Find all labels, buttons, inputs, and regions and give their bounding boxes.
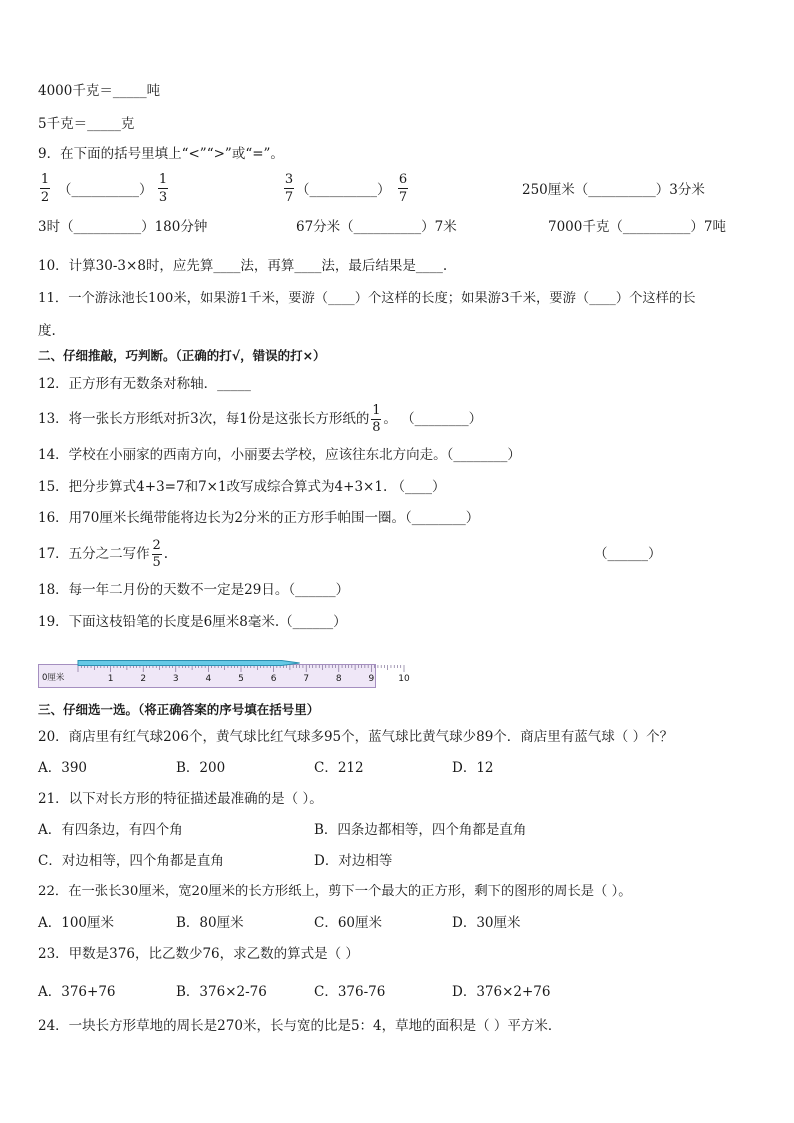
q13-blank[interactable]: 。 （________）	[383, 411, 483, 427]
question-15: 15．把分步算式4+3=7和7×1改写成综合算式为4+3×1. （____）	[38, 479, 446, 495]
q23-option-c[interactable]: C．376-76	[314, 984, 386, 1000]
question-11-cont: 度.	[38, 323, 56, 339]
numerator: 3	[284, 172, 294, 187]
denominator: 5	[152, 555, 161, 570]
q9-item-3h: 3时（__________）180分钟	[38, 219, 208, 235]
section-2-heading: 二、仔细推敲，巧判断。（正确的打√，错误的打×）	[38, 348, 326, 363]
numerator: 1	[158, 172, 168, 187]
ruler-with-pencil	[38, 660, 410, 688]
ruler-tick-label: 1	[107, 674, 114, 684]
ruler-tick-label: 7	[303, 674, 310, 684]
q22-option-b[interactable]: B．80厘米	[176, 915, 244, 931]
q17-blank[interactable]: （______）	[594, 546, 662, 562]
denominator: 8	[372, 420, 381, 435]
question-22: 22．在一张长30厘米，宽20厘米的长方形纸上，剪下一个最大的正方形，剩下的图形的周长是（ ）。	[38, 884, 632, 899]
question-11: 11．一个游泳池长100米，如果游1千米，要游（____）个这样的长度；如果游3千米，要游（____）个这样的长	[38, 291, 696, 306]
numerator: 1	[372, 403, 381, 418]
question-21: 21．以下对长方形的特征描述最准确的是（ ）。	[38, 791, 323, 807]
ruler-tick-label: 8	[335, 674, 342, 684]
numerator: 6	[398, 172, 408, 187]
ruler-tick-label: 10	[398, 674, 410, 684]
fraction-2-5	[152, 539, 162, 570]
fraction-6-7	[398, 172, 408, 205]
fraction-1-3	[158, 172, 168, 205]
question-10: 10．计算30-3×8时，应先算____法，再算____法，最后结果是____.	[38, 258, 448, 274]
q9-item-250cm: 250厘米（__________）3分米	[522, 182, 705, 198]
q22-option-c[interactable]: C．60厘米	[314, 915, 383, 931]
q22-option-a[interactable]: A．100厘米	[38, 915, 115, 931]
denominator: 3	[158, 190, 168, 205]
question-23: 23．甲数是376，比乙数少76，求乙数的算式是（ ）	[38, 946, 359, 962]
ruler-tick-label: 6	[270, 674, 277, 684]
fraction-3-7	[284, 172, 294, 205]
q20-option-d[interactable]: D．12	[452, 760, 494, 776]
question-19: 19．下面这枝铅笔的长度是6厘米8毫米.（______）	[38, 614, 347, 630]
denominator: 2	[40, 190, 50, 205]
q21-option-a[interactable]: A．有四条边，有四个角	[38, 822, 183, 838]
denominator: 7	[398, 190, 408, 205]
q23-option-a[interactable]: A．376+76	[38, 984, 116, 1000]
q17-period: .	[163, 546, 168, 562]
ruler-unit-label: 0厘米	[42, 673, 65, 683]
ruler-tick-label: 4	[205, 674, 212, 684]
denominator: 7	[284, 190, 294, 205]
question-14: 14．学校在小丽家的西南方向，小丽要去学校，应该往东北方向走。（________）	[38, 447, 521, 463]
fraction-1-8	[371, 404, 381, 435]
fraction-1-2	[40, 172, 50, 205]
question-13	[38, 402, 482, 436]
section-3-heading: 三、仔细选一选。（将正确答案的序号填在括号里）	[38, 702, 320, 717]
q9-item-7000kg: 7000千克（__________）7吨	[548, 219, 726, 235]
question-12: 12．正方形有无数条对称轴．_____	[38, 376, 251, 392]
line-4000kg: 4000千克＝_____吨	[38, 83, 161, 99]
q17-text: 17．五分之二写作	[38, 546, 150, 562]
question-18: 18．每一年二月份的天数不一定是29日。（______）	[38, 582, 350, 598]
q13-text: 13．将一张长方形纸对折3次，每1份是这张长方形纸的	[38, 411, 370, 427]
q23-option-d[interactable]: D．376×2+76	[452, 984, 551, 1000]
question-20: 20．商店里有红气球206个，黄气球比红气球多95个，蓝气球比黄气球少89个．商店里有蓝气球（ ）个？	[38, 729, 674, 745]
pencil-icon	[78, 661, 300, 666]
q9-item-67dm: 67分米（__________）7米	[296, 219, 457, 235]
q23-option-b[interactable]: B．376×2-76	[176, 984, 267, 1000]
q20-option-b[interactable]: B．200	[176, 760, 226, 776]
numerator: 2	[152, 538, 161, 553]
question-16: 16．用70厘米长绳带能将边长为2分米的正方形手帕围一圈。（________）	[38, 510, 480, 526]
ruler-tick-label: 5	[238, 674, 244, 684]
ruler-tick-label: 2	[140, 674, 147, 684]
line-5kg: 5千克＝_____克	[38, 116, 135, 132]
q9-blank-2[interactable]: （__________）	[296, 182, 391, 198]
q22-option-d[interactable]: D．30厘米	[452, 915, 521, 931]
q20-option-a[interactable]: A．390	[38, 760, 88, 776]
q21-option-d[interactable]: D．对边相等	[314, 853, 393, 869]
q20-option-c[interactable]: C．212	[314, 760, 364, 776]
question-24: 24．一块长方形草地的周长是270米，长与宽的比是5：4，草地的面积是（ ）平方米．	[38, 1018, 562, 1034]
question-17	[38, 537, 168, 571]
q9-blank-1[interactable]: （__________）	[58, 182, 153, 198]
ruler-tick-label: 3	[172, 674, 179, 684]
q21-option-c[interactable]: C．对边相等，四个角都是直角	[38, 853, 224, 869]
question-9: 9．在下面的括号里填上“<”“>”或“=”。	[38, 146, 284, 162]
ruler-tick-label: 9	[368, 674, 375, 684]
q21-option-b[interactable]: B．四条边都相等，四个角都是直角	[314, 822, 527, 838]
numerator: 1	[40, 172, 50, 187]
